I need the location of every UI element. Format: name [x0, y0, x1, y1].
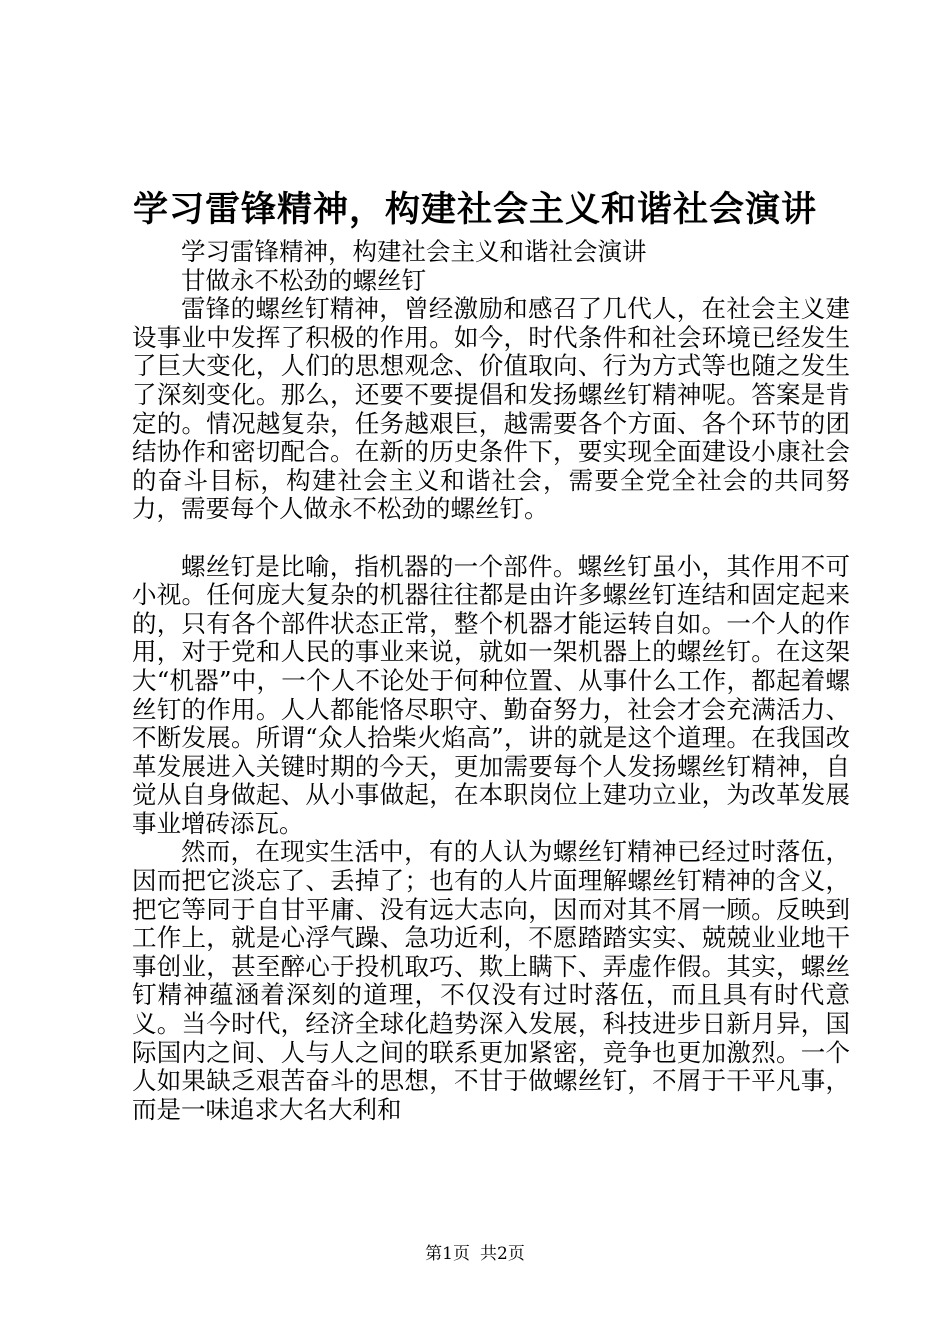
page-total: 共2页 [480, 1244, 525, 1264]
subtitle-line: 学习雷锋精神，构建社会主义和谐社会演讲 [181, 237, 647, 266]
page-number: 第1页 [425, 1244, 470, 1264]
page-footer [0, 1244, 950, 1264]
subheading-line: 甘做永不松劲的螺丝钉 [181, 265, 426, 295]
body-paragraph: 然而，在现实生活中，有的人认为螺丝钉精神已经过时落伍，因而把它淡忘了、丢掉了；也有的人片面理解螺丝钉精神的含义，把它等同于自甘平庸、没有远大志向，因而对其不屑一顾。反映到工作上，就是心浮气躁、急功近利，不愿踏踏实实、兢兢业业地干事创业，甚至醉心于投机取巧、欺上瞒下、弄虚作假。其实，螺丝钉精神蕴涵着深刻的道理，不仅没有过时落伍，而且具有时代意义。当今时代，经济全球化趋势深入发展，科技进步日新月异，国际国内之间、人与人之间的联系更加紧密，竞争也更加激烈。一个人如果缺乏艰苦奋斗的思想，不甘于做螺丝钉，不屑于干平凡事，而是一味追求大名大利和 [132, 837, 850, 1124]
body-paragraph: 螺丝钉是比喻，指机器的一个部件。螺丝钉虽小，其作用不可小视。任何庞大复杂的机器往往都是由许多螺丝钉连结和固定起来的，只有各个部件状态正常，整个机器才能运转自如。一个人的作用，对于党和人民的事业来说，就如一架机器上的螺丝钉。在这架大“机器”中，一个人不论处于何种位置、从事什么工作，都起着螺丝钉的作用。人人都能恪尽职守、勤奋努力，社会才会充满活力、不断发展。所谓“众人拾柴火焰高”，讲的就是这个道理。在我国改革发展进入关键时期的今天，更加需要每个人发扬螺丝钉精神，自觉从自身做起、从小事做起，在本职岗位上建功立业，为改革发展事业增砖添瓦。 [132, 551, 850, 838]
document-body [132, 238, 850, 1124]
document-title: 学习雷锋精神，构建社会主义和谐社会演讲 [132, 190, 817, 230]
body-paragraph: 雷锋的螺丝钉精神，曾经激励和感召了几代人，在社会主义建设事业中发挥了积极的作用。如今，时代条件和社会环境已经发生了巨大变化，人们的思想观念、价值取向、行为方式等也随之发生了深刻变化。那么，还要不要提倡和发扬螺丝钉精神呢。答案是肯定的。情况越复杂，任务越艰巨，越需要各个方面、各个环节的团结协作和密切配合。在新的历史条件下，要实现全面建设小康社会的奋斗目标，构建社会主义和谐社会，需要全党全社会的共同努力，需要每个人做永不松劲的螺丝钉。 [132, 294, 850, 524]
